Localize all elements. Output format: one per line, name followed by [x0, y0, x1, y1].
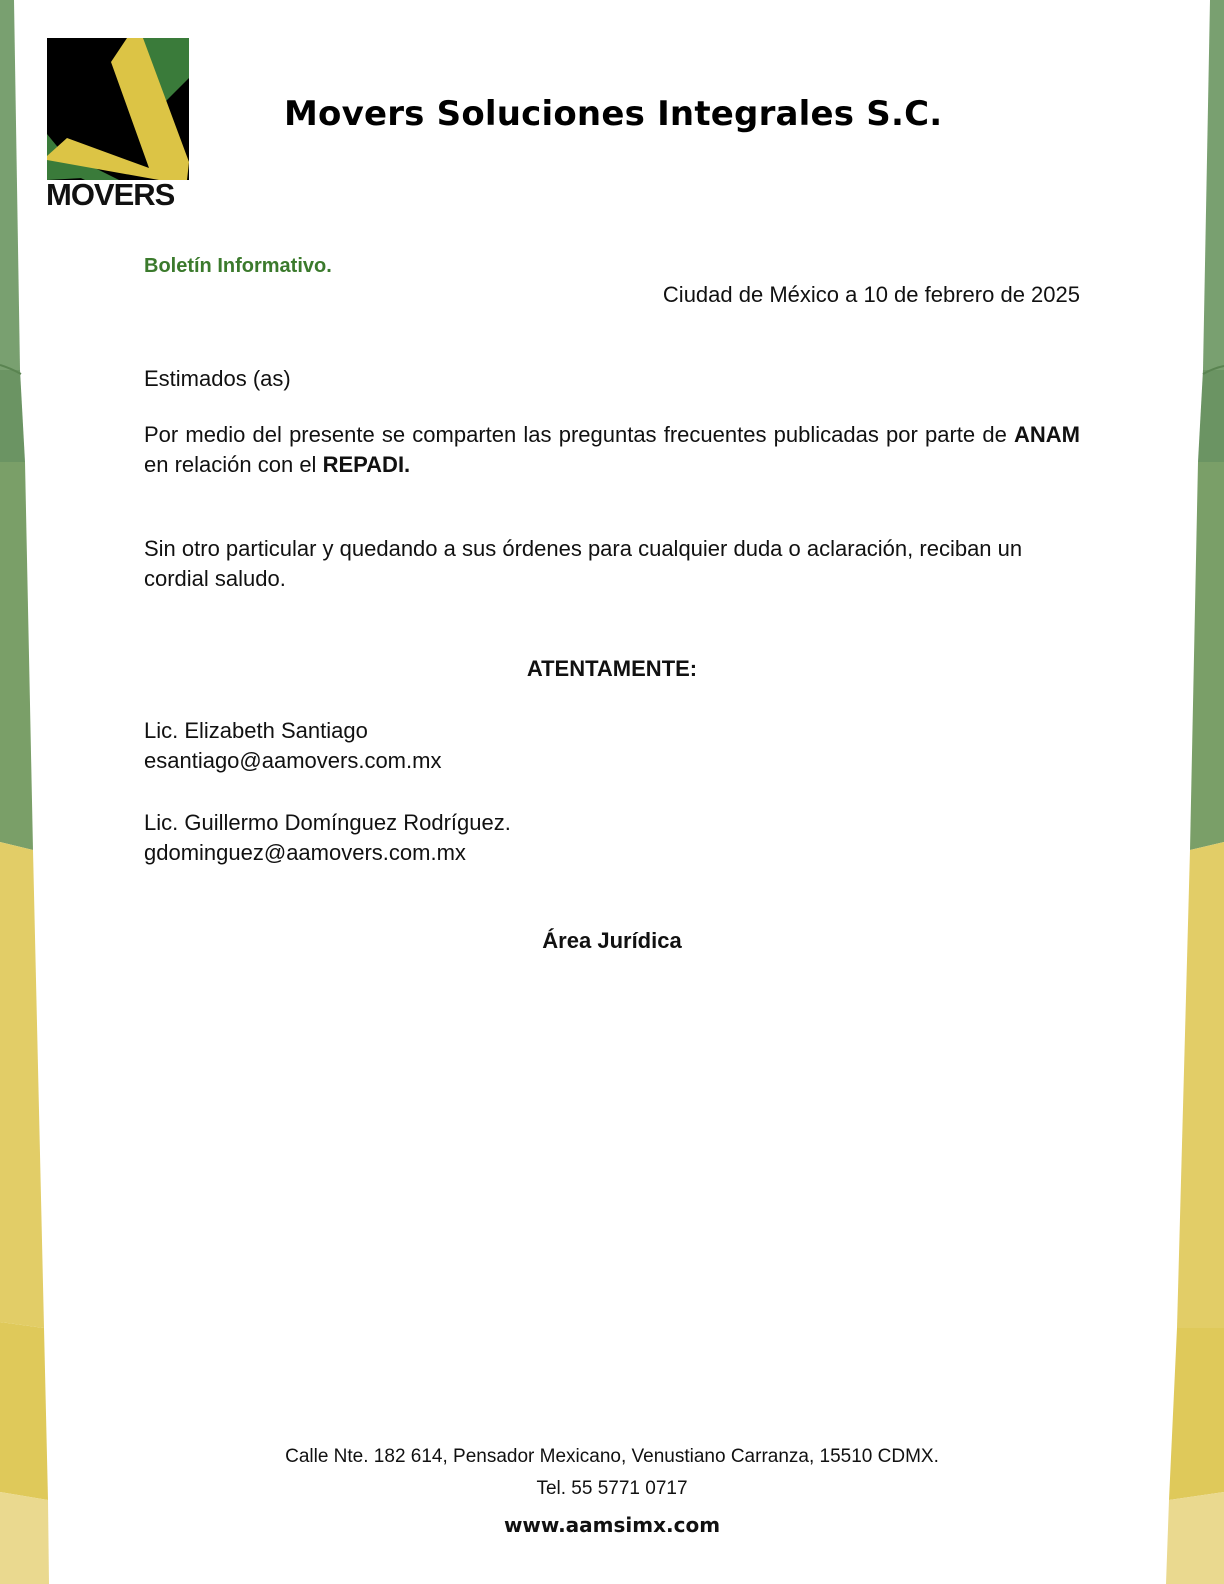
bulletin-label: Boletín Informativo.	[144, 255, 332, 277]
paragraph-intro-part1: Por medio del presente se comparten las preguntas frecuentes publicadas por parte de	[144, 422, 1014, 447]
paragraph-closing: Sin otro particular y quedando a sus órdenes para cualquier duda o aclaración, reciban un cordial saludo.	[144, 536, 1023, 591]
right-band-yellow	[1177, 842, 1224, 1328]
signatory-2-email[interactable]: gdominguez@aamovers.com.mx	[144, 840, 466, 865]
left-band-yellow	[0, 842, 44, 1328]
signatory-1	[144, 716, 441, 776]
repadi-bold: REPADI.	[322, 452, 411, 477]
right-band-yellow-dark	[1169, 1328, 1224, 1500]
movers-logo	[47, 38, 191, 214]
date-line: Ciudad de México a 10 de febrero de 2025	[662, 282, 1080, 307]
logo-wordmark: MOVERS	[46, 177, 175, 212]
right-band-green-mid	[1198, 370, 1224, 462]
signatory-1-name: Lic. Elizabeth Santiago	[144, 718, 368, 743]
signatory-1-email[interactable]: esantiago@aamovers.com.mx	[144, 748, 442, 773]
signatory-2	[144, 808, 511, 868]
footer-website[interactable]: www.aamsimx.com	[503, 1513, 721, 1537]
greeting: Estimados (as)	[144, 366, 291, 391]
footer-phone: Tel. 55 5771 0717	[536, 1478, 688, 1499]
company-name: Movers Soluciones Integrales S.C.	[284, 94, 943, 134]
signatory-2-name: Lic. Guillermo Domínguez Rodríguez.	[144, 810, 511, 835]
footer-address: Calle Nte. 182 614, Pensador Mexicano, Venustiano Carranza, 15510 CDMX.	[285, 1446, 939, 1467]
left-band-green-top	[0, 0, 20, 370]
left-band-yellow-dark	[0, 1322, 48, 1500]
department-name: Área Jurídica	[542, 928, 682, 953]
paragraph-intro-part2: en relación con el	[144, 452, 323, 477]
left-band-yellow-light	[0, 1492, 49, 1584]
anam-bold: ANAM	[1014, 422, 1080, 447]
right-band-yellow-light	[1166, 1492, 1224, 1584]
right-band-green-top	[1203, 0, 1224, 370]
closing-heading: ATENTAMENTE:	[526, 656, 698, 681]
paragraph-intro	[144, 420, 1080, 480]
left-band-green-mid	[0, 370, 25, 462]
